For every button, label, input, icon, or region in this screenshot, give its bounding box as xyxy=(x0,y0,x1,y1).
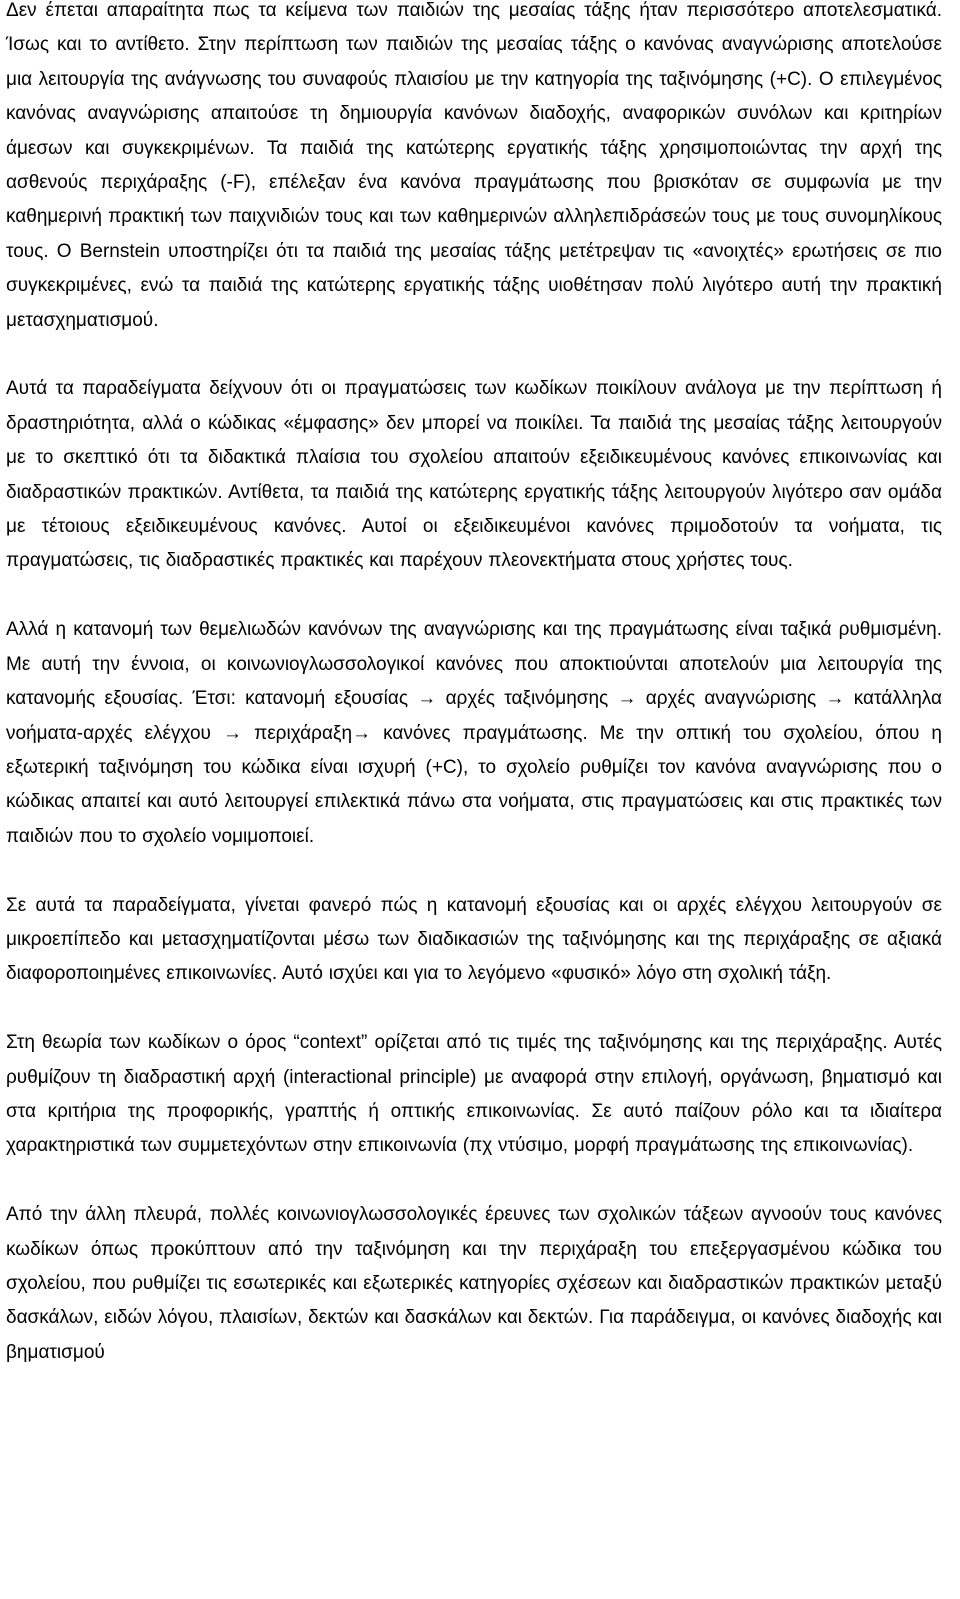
paragraph: Από την άλλη πλευρά, πολλές κοινωνιογλωσσολογικές έρευνες των σχολικών τάξεων αγνοούν τους κανόνες κωδίκων όπως προκύπτουν από την ταξινόμηση και την περιχάραξη του επεξεργασμένου κώδικα του σχολείου, που ρυθμίζει τις εσωτερικές και εξωτερικές κατηγορίες σχέσεων και διαδραστικών πρακτικών μεταξύ δασκάλων, ειδών λόγου, πλαισίων, δεκτών και δασκάλων και δεκτών. Για παράδειγμα, οι κανόνες διαδοχής και βηματισμού xyxy=(6,1204,942,1363)
paragraph: Σε αυτά τα παραδείγματα, γίνεται φανερό πώς η κατανομή εξουσίας και οι αρχές ελέγχου λειτουργούν σε μικροεπίπεδο και μετασχηματίζονται μέσω των διαδικασιών της ταξινόμησης και της περιχάραξης σε αξιακά διαφοροποιημένες επικοινωνίες. Αυτό ισχύει και για το λεγόμενο «φυσικό» λόγο στη σχολική τάξη. xyxy=(6,894,942,985)
paragraph: Δεν έπεται απαραίτητα πως τα κείμενα των παιδιών της μεσαίας τάξης ήταν περισσότερο αποτελεσματικά. Ίσως και το αντίθετο. Στην περίπτωση των παιδιών της μεσαίας τάξης ο κανόνας αναγνώρισης αποτελούσε μια λειτουργία της ανάγνωσης του συναφούς πλαισίου με την κατηγορία της ταξινόμησης (+C). Ο επιλεγμένος κανόνας αναγνώρισης απαιτούσε τη δημιουργία κανόνων διαδοχής, αναφορικών συνόλων και κριτηρίων άμεσων και συγκεκριμένων. Τα παιδιά της κατώτερης εργατικής τάξης χρησιμοποιώντας την αρχή της ασθενούς περιχάραξης (-F), επέλεξαν ένα κανόνα πραγμάτωσης που βρισκόταν σε συμφωνία με την καθημερινή πρακτική των παιχνιδιών τους και των καθημερινών αλληλεπιδράσεών τους με τους συνομηλίκους τους. Ο Bernstein υποστηρίζει ότι τα παιδιά της μεσαίας τάξης μετέτρεψαν τις «ανοιχτές» ερωτήσεις σε πιο συγκεκριμένες, ενώ τα παιδιά της κατώτερης εργατικής τάξης υιοθέτησαν πολύ λιγότερο αυτή την πρακτική μετασχηματισμού. xyxy=(6,0,942,331)
paragraph: Αυτά τα παραδείγματα δείχνουν ότι οι πραγματώσεις των κωδίκων ποικίλουν ανάλογα με την περίπτωση ή δραστηριότητα, αλλά ο κώδικας «έμφασης» δεν μπορεί να ποικίλει. Τα παιδιά της μεσαίας τάξης λειτουργούν με το σκεπτικό ότι τα διδακτικά πλαίσια του σχολείου απαιτούν εξειδικευμένους κανόνες επικοινωνίας και διαδραστικών πρακτικών. Αντίθετα, τα παιδιά της κατώτερης εργατικής τάξης λειτουργούν λιγότερο σαν ομάδα με τέτοιους εξειδικευμένους κανόνες. Αυτοί οι εξειδικευμένοι κανόνες πριμοδοτούν τα νοήματα, τις πραγματώσεις, τις διαδραστικές πρακτικές και παρέχουν πλεονεκτήματα στους χρήστες τους. xyxy=(6,378,942,572)
paragraph: Στη θεωρία των κωδίκων ο όρος “context” ορίζεται από τις τιμές της ταξινόμησης και της περιχάραξης. Αυτές ρυθμίζουν τη διαδραστική αρχή (interactional principle) με αναφορά στην επιλογή, οργάνωση, βηματισμό και στα κριτήρια της προφορικής, γραπτής ή οπτικής επικοινωνίας. Σε αυτό παίζουν ρόλο και τα ιδιαίτερα χαρακτηριστικά των συμμετεχόντων στην επικοινωνία (πχ ντύσιμο, μορφή πραγμάτωσης της επικοινωνίας). xyxy=(6,1032,942,1157)
paragraph: Αλλά η κατανομή των θεμελιωδών κανόνων της αναγνώρισης και της πραγμάτωσης είναι ταξικά ρυθμισμένη. Με αυτή την έννοια, οι κοινωνιογλωσσολογικοί κανόνες που αποκτιούνται αποτελούν μια λειτουργία της κατανομής εξουσίας. Έτσι: κατανομή εξουσίας → αρχές ταξινόμησης → αρχές αναγνώρισης → κατάλληλα νοήματα-αρχές ελέγχου → περιχάραξη→ κανόνες πραγμάτωσης. Με την οπτική του σχολείου, όπου η εξωτερική ταξινόμηση του κώδικα είναι ισχυρή (+C), το σχολείο ρυθμίζει τον κανόνα αναγνώρισης που ο κώδικας απαιτεί και αυτό λειτουργεί επιλεκτικά πάνω στα νοήματα, στις πραγματώσεις και στις πρακτικές των παιδιών που το σχολείο νομιμοποιεί. xyxy=(6,619,942,847)
